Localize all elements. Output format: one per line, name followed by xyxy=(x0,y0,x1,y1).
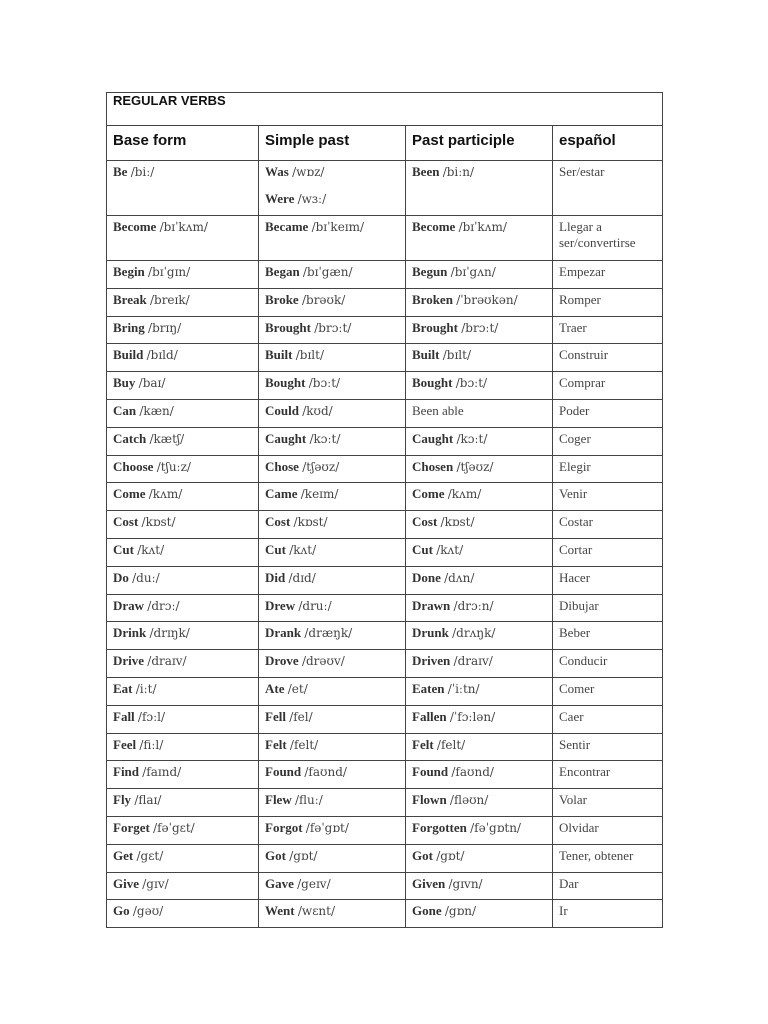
phonetic-transcription: /kʌm/ xyxy=(148,487,183,502)
cell-simple-past xyxy=(259,872,406,900)
phonetic-transcription: /geɪv/ xyxy=(297,876,331,891)
phonetic-transcription: /fəˈgɒt/ xyxy=(305,820,349,835)
cell-simple-past xyxy=(259,288,406,316)
verb-word: Been xyxy=(412,164,440,179)
phonetic-transcription: /bɪˈkʌm/ xyxy=(159,220,208,234)
verb-word: Can xyxy=(113,402,137,418)
verb-word: Draw xyxy=(113,597,145,613)
verb-word: Cut xyxy=(412,541,433,557)
phonetic-transcription: /kɔːt/ xyxy=(309,431,341,446)
cell-simple-past xyxy=(259,399,406,427)
verb-word: Drank xyxy=(265,625,302,641)
cell-spanish: Dibujar xyxy=(553,594,663,622)
table-row xyxy=(107,761,663,789)
verb-word: Cost xyxy=(412,514,438,530)
phonetic-transcription: /fəˈgɒtn/ xyxy=(470,820,521,835)
cell-simple-past xyxy=(259,594,406,622)
cell-past-participle xyxy=(406,900,553,928)
cell-past-participle xyxy=(406,622,553,650)
verb-word: Give xyxy=(113,875,139,891)
cell-past-participle xyxy=(406,677,553,705)
phonetic-transcription: /fəˈgɛt/ xyxy=(153,820,195,835)
phonetic-transcription: /gɒn/ xyxy=(444,904,477,919)
verb-word: Find xyxy=(113,764,140,780)
phonetic-transcription: /fiːl/ xyxy=(139,737,164,752)
cell-simple-past xyxy=(259,538,406,566)
verb-word: Felt xyxy=(265,736,287,752)
table-row xyxy=(107,844,663,872)
phonetic-transcription: /bɔːt/ xyxy=(308,376,341,391)
verb-word: Could xyxy=(265,402,299,418)
verb-word: Flew xyxy=(265,792,292,808)
cell-past-participle xyxy=(406,261,553,289)
phonetic-transcription: /flaɪ/ xyxy=(134,793,162,808)
cell-simple-past xyxy=(259,216,406,261)
header-past-participle: Past participle xyxy=(406,126,553,161)
verb-word: Caught xyxy=(412,430,454,446)
verb-word: Get xyxy=(113,847,134,863)
table-row xyxy=(107,161,663,216)
verb-word: Come xyxy=(412,486,445,502)
phonetic-transcription: /bɪˈgæn/ xyxy=(302,265,353,279)
cell-past-participle xyxy=(406,733,553,761)
cell-past-participle xyxy=(406,566,553,594)
cell-simple-past xyxy=(259,455,406,483)
phonetic-transcription: /bɪˈkeɪm/ xyxy=(311,220,365,234)
phonetic-transcription: /draɪv/ xyxy=(453,654,493,669)
cell-spanish: Beber xyxy=(553,622,663,650)
verb-word: Buy xyxy=(113,375,136,391)
cell-base-form xyxy=(107,872,259,900)
cell-spanish: Comer xyxy=(553,677,663,705)
phonetic-transcription: /breɪk/ xyxy=(149,292,190,307)
phonetic-transcription: /gəʊ/ xyxy=(132,904,164,919)
verb-word: Cut xyxy=(265,541,286,557)
phonetic-transcription: /gɛt/ xyxy=(136,848,164,863)
verb-word: Become xyxy=(113,219,157,234)
cell-simple-past xyxy=(259,622,406,650)
verb-word: Feel xyxy=(113,736,137,752)
plain-text: Been able xyxy=(412,402,464,418)
cell-base-form xyxy=(107,216,259,261)
cell-spanish: Romper xyxy=(553,288,663,316)
phonetic-transcription: /biːn/ xyxy=(442,165,475,179)
cell-spanish: Ser/estar xyxy=(553,161,663,216)
cell-simple-past xyxy=(259,566,406,594)
phonetic-transcription: /brɔːt/ xyxy=(314,320,352,335)
cell-spanish: Coger xyxy=(553,427,663,455)
cell-past-participle xyxy=(406,344,553,372)
phonetic-transcription: /faʊnd/ xyxy=(304,765,347,780)
verb-word: Drunk xyxy=(412,625,449,641)
phonetic-transcription: /kʌm/ xyxy=(447,487,482,502)
cell-past-participle xyxy=(406,427,553,455)
cell-spanish: Conducir xyxy=(553,650,663,678)
phonetic-transcription: /dræŋk/ xyxy=(304,626,353,641)
phonetic-transcription: /drɔːn/ xyxy=(453,598,494,613)
phonetic-transcription: /kɒst/ xyxy=(293,515,328,530)
verb-word: Bought xyxy=(265,375,306,391)
cell-base-form xyxy=(107,261,259,289)
phonetic-transcription: /brɪŋ/ xyxy=(148,320,182,335)
verb-word: Got xyxy=(412,847,433,863)
table-row xyxy=(107,288,663,316)
verb-word: Drink xyxy=(113,625,147,641)
cell-past-participle xyxy=(406,316,553,344)
cell-past-participle xyxy=(406,216,553,261)
phonetic-transcription: /wɛnt/ xyxy=(297,904,335,919)
table-row xyxy=(107,216,663,261)
verb-word: Eaten xyxy=(412,680,445,696)
cell-base-form xyxy=(107,594,259,622)
table-row xyxy=(107,538,663,566)
cell-base-form xyxy=(107,288,259,316)
phonetic-transcription: /fluː/ xyxy=(294,793,323,808)
verb-word: Fell xyxy=(265,708,286,724)
verb-word: Caught xyxy=(265,430,307,446)
verb-word: Become xyxy=(412,219,456,234)
phonetic-transcription: /bɔːt/ xyxy=(455,376,488,391)
verb-word: Broken xyxy=(412,291,453,307)
verb-word: Chosen xyxy=(412,458,454,474)
phonetic-transcription: /gɪv/ xyxy=(142,876,169,891)
verb-word: Drove xyxy=(265,653,299,669)
cell-spanish: Construir xyxy=(553,344,663,372)
verbs-table-body xyxy=(107,93,663,928)
phonetic-transcription: /felt/ xyxy=(289,737,319,752)
verb-word: Drawn xyxy=(412,597,451,613)
cell-past-participle xyxy=(406,399,553,427)
verb-word: Built xyxy=(412,347,440,363)
verb-word: Be xyxy=(113,164,128,179)
verb-word: Break xyxy=(113,291,147,307)
cell-spanish: Cortar xyxy=(553,538,663,566)
verb-word: Broke xyxy=(265,291,299,307)
header-spanish: español xyxy=(553,126,663,161)
cell-base-form xyxy=(107,789,259,817)
phonetic-transcription: /bɪˈgɪn/ xyxy=(148,265,191,279)
phonetic-transcription: /fləʊn/ xyxy=(449,793,489,808)
cell-base-form xyxy=(107,455,259,483)
verb-word: Built xyxy=(265,347,293,363)
cell-spanish: Volar xyxy=(553,789,663,817)
header-base-form: Base form xyxy=(107,126,259,161)
verb-word: Fallen xyxy=(412,708,447,724)
table-row xyxy=(107,900,663,928)
phonetic-transcription: /ˈfɔːlən/ xyxy=(449,709,496,724)
verb-word: Felt xyxy=(412,736,434,752)
table-row xyxy=(107,733,663,761)
verb-word: Driven xyxy=(412,653,451,669)
cell-spanish: Tener, obtener xyxy=(553,844,663,872)
cell-simple-past xyxy=(259,844,406,872)
phonetic-transcription: /et/ xyxy=(287,681,308,696)
phonetic-transcription: /gɒt/ xyxy=(436,848,465,863)
phonetic-transcription: /ˈiːtn/ xyxy=(447,681,480,696)
phonetic-transcription: /druː/ xyxy=(298,598,332,613)
table-row xyxy=(107,483,663,511)
verb-word: Forgot xyxy=(265,819,303,835)
phonetic-transcription: /dɪd/ xyxy=(288,570,316,585)
cell-past-participle xyxy=(406,705,553,733)
header-simple-past: Simple past xyxy=(259,126,406,161)
cell-simple-past xyxy=(259,816,406,844)
verbs-table xyxy=(106,92,663,928)
cell-base-form xyxy=(107,399,259,427)
cell-simple-past xyxy=(259,316,406,344)
cell-simple-past xyxy=(259,261,406,289)
phonetic-transcription: /biː/ xyxy=(130,165,155,179)
verb-word: Began xyxy=(265,264,300,279)
cell-spanish: Olvidar xyxy=(553,816,663,844)
phonetic-transcription: /wɜː/ xyxy=(297,192,327,206)
phonetic-transcription: /baɪ/ xyxy=(138,376,166,391)
cell-simple-past xyxy=(259,427,406,455)
phonetic-transcription: /faɪnd/ xyxy=(142,765,182,780)
cell-base-form xyxy=(107,511,259,539)
phonetic-transcription: /kɔːt/ xyxy=(456,431,488,446)
verb-word: Done xyxy=(412,569,441,585)
verb-word: Cut xyxy=(113,541,134,557)
verb-word: Found xyxy=(265,764,302,780)
phonetic-transcription: /tʃuːz/ xyxy=(156,459,191,474)
table-row xyxy=(107,372,663,400)
cell-base-form xyxy=(107,483,259,511)
cell-base-form xyxy=(107,538,259,566)
cell-base-form xyxy=(107,816,259,844)
verb-word: Became xyxy=(265,219,309,234)
cell-simple-past xyxy=(259,161,406,216)
phonetic-transcription: /duː/ xyxy=(132,570,160,585)
phonetic-transcription: /kɒst/ xyxy=(141,515,176,530)
phonetic-transcription: /tʃəʊz/ xyxy=(302,459,340,474)
cell-base-form xyxy=(107,733,259,761)
phonetic-transcription: /faʊnd/ xyxy=(451,765,494,780)
cell-simple-past xyxy=(259,761,406,789)
cell-simple-past xyxy=(259,705,406,733)
table-row xyxy=(107,511,663,539)
table-row xyxy=(107,705,663,733)
phonetic-transcription: /felt/ xyxy=(436,737,466,752)
cell-past-participle xyxy=(406,761,553,789)
cell-spanish: Poder xyxy=(553,399,663,427)
phonetic-transcription: /kætʃ/ xyxy=(149,431,185,446)
cell-past-participle xyxy=(406,844,553,872)
table-row xyxy=(107,566,663,594)
cell-spanish: Comprar xyxy=(553,372,663,400)
verb-word: Go xyxy=(113,903,130,919)
phonetic-transcription: /fel/ xyxy=(289,709,313,724)
phonetic-transcription: /bɪlt/ xyxy=(295,348,324,363)
cell-base-form xyxy=(107,622,259,650)
cell-past-participle xyxy=(406,288,553,316)
cell-spanish: Venir xyxy=(553,483,663,511)
cell-base-form xyxy=(107,566,259,594)
cell-base-form xyxy=(107,761,259,789)
verb-word: Chose xyxy=(265,458,299,474)
verb-word: Drew xyxy=(265,597,296,613)
cell-simple-past xyxy=(259,511,406,539)
phonetic-transcription: /keɪm/ xyxy=(300,487,339,502)
cell-spanish: Hacer xyxy=(553,566,663,594)
phonetic-transcription: /tʃəʊz/ xyxy=(456,459,494,474)
verb-word: Catch xyxy=(113,430,147,446)
verb-word: Found xyxy=(412,764,449,780)
verb-word: Begin xyxy=(113,264,145,279)
phonetic-transcription: /drʌŋk/ xyxy=(452,626,496,641)
verb-word: Got xyxy=(265,847,286,863)
phonetic-transcription: /kæn/ xyxy=(139,403,174,418)
phonetic-transcription: /bɪld/ xyxy=(146,348,178,363)
verb-word: Flown xyxy=(412,792,447,808)
cell-simple-past xyxy=(259,677,406,705)
cell-spanish: Traer xyxy=(553,316,663,344)
phonetic-transcription: /drɔː/ xyxy=(147,598,180,613)
alternate-form xyxy=(265,191,399,207)
verb-word: Given xyxy=(412,875,446,891)
cell-simple-past xyxy=(259,900,406,928)
phonetic-transcription: /bɪˈkʌm/ xyxy=(458,220,507,234)
cell-base-form xyxy=(107,427,259,455)
verb-word: Do xyxy=(113,569,129,585)
verb-word: Forgotten xyxy=(412,819,467,835)
verb-word: Choose xyxy=(113,458,154,474)
verb-word: Come xyxy=(113,486,146,502)
cell-past-participle xyxy=(406,483,553,511)
table-row xyxy=(107,427,663,455)
verb-word: Forget xyxy=(113,819,150,835)
cell-simple-past xyxy=(259,372,406,400)
table-row xyxy=(107,789,663,817)
cell-past-participle xyxy=(406,872,553,900)
cell-base-form xyxy=(107,372,259,400)
phonetic-transcription: /brəʊk/ xyxy=(301,292,346,307)
table-row xyxy=(107,316,663,344)
verb-word: Came xyxy=(265,486,298,502)
cell-spanish: Caer xyxy=(553,705,663,733)
phonetic-transcription: /iːt/ xyxy=(135,681,157,696)
verb-word: Went xyxy=(265,903,295,919)
phonetic-transcription: /drɪŋk/ xyxy=(149,626,190,641)
cell-simple-past xyxy=(259,344,406,372)
cell-spanish: Dar xyxy=(553,872,663,900)
table-row xyxy=(107,650,663,678)
verb-word: Did xyxy=(265,569,286,585)
cell-spanish: Encontrar xyxy=(553,761,663,789)
phonetic-transcription: /kɒst/ xyxy=(440,515,475,530)
cell-past-participle xyxy=(406,161,553,216)
cell-base-form xyxy=(107,705,259,733)
verb-word: Eat xyxy=(113,680,133,696)
phonetic-transcription: /kʊd/ xyxy=(302,403,333,418)
cell-spanish: Sentir xyxy=(553,733,663,761)
cell-base-form xyxy=(107,344,259,372)
cell-past-participle xyxy=(406,789,553,817)
verb-word: Cost xyxy=(113,514,139,530)
phonetic-transcription: /brɔːt/ xyxy=(461,320,499,335)
phonetic-transcription: /gɒt/ xyxy=(289,848,318,863)
cell-spanish: Elegir xyxy=(553,455,663,483)
phonetic-transcription: /wɒz/ xyxy=(292,165,325,179)
cell-base-form xyxy=(107,161,259,216)
verb-word: Bought xyxy=(412,375,453,391)
table-row xyxy=(107,816,663,844)
cell-past-participle xyxy=(406,372,553,400)
table-row xyxy=(107,677,663,705)
cell-past-participle xyxy=(406,511,553,539)
cell-spanish: Costar xyxy=(553,511,663,539)
table-row xyxy=(107,455,663,483)
phonetic-transcription: /kʌt/ xyxy=(436,542,464,557)
verb-word: Was xyxy=(265,164,289,179)
phonetic-transcription: /bɪlt/ xyxy=(442,348,471,363)
phonetic-transcription: /ˈbrəʊkən/ xyxy=(456,292,518,307)
cell-past-participle xyxy=(406,650,553,678)
verb-word: Drive xyxy=(113,653,145,669)
phonetic-transcription: /gɪvn/ xyxy=(448,876,483,891)
cell-past-participle xyxy=(406,816,553,844)
cell-base-form xyxy=(107,650,259,678)
verb-word: Bring xyxy=(113,319,145,335)
cell-spanish: Ir xyxy=(553,900,663,928)
verb-word: Begun xyxy=(412,264,448,279)
verb-word: Brought xyxy=(412,319,458,335)
cell-base-form xyxy=(107,900,259,928)
verb-word: Gone xyxy=(412,903,442,919)
verb-word: Build xyxy=(113,347,144,363)
verb-word: Fall xyxy=(113,708,135,724)
phonetic-transcription: /dʌn/ xyxy=(444,570,475,585)
table-row xyxy=(107,594,663,622)
phonetic-transcription: /kʌt/ xyxy=(289,542,317,557)
table-row xyxy=(107,261,663,289)
cell-spanish: Llegar a ser/convertirse xyxy=(553,216,663,261)
verb-word: Brought xyxy=(265,319,311,335)
phonetic-transcription: /drəʊv/ xyxy=(301,654,345,669)
cell-spanish: Empezar xyxy=(553,261,663,289)
verb-word: Gave xyxy=(265,875,294,891)
table-title: REGULAR VERBS xyxy=(107,93,663,126)
verb-word: Cost xyxy=(265,514,291,530)
table-header-row xyxy=(107,126,663,161)
table-row xyxy=(107,399,663,427)
table-row xyxy=(107,344,663,372)
phonetic-transcription: /bɪˈgʌn/ xyxy=(450,265,496,279)
phonetic-transcription: /kʌt/ xyxy=(137,542,165,557)
cell-past-participle xyxy=(406,594,553,622)
phonetic-transcription: /fɔːl/ xyxy=(137,709,166,724)
table-title-row xyxy=(107,93,663,126)
verb-word: Were xyxy=(265,191,295,206)
cell-simple-past xyxy=(259,483,406,511)
cell-base-form xyxy=(107,677,259,705)
cell-simple-past xyxy=(259,733,406,761)
cell-base-form xyxy=(107,316,259,344)
table-row xyxy=(107,872,663,900)
phonetic-transcription: /draɪv/ xyxy=(147,654,187,669)
cell-base-form xyxy=(107,844,259,872)
cell-past-participle xyxy=(406,538,553,566)
verb-word: Ate xyxy=(265,680,285,696)
cell-simple-past xyxy=(259,650,406,678)
table-row xyxy=(107,622,663,650)
verb-word: Fly xyxy=(113,792,132,808)
cell-simple-past xyxy=(259,789,406,817)
cell-past-participle xyxy=(406,455,553,483)
